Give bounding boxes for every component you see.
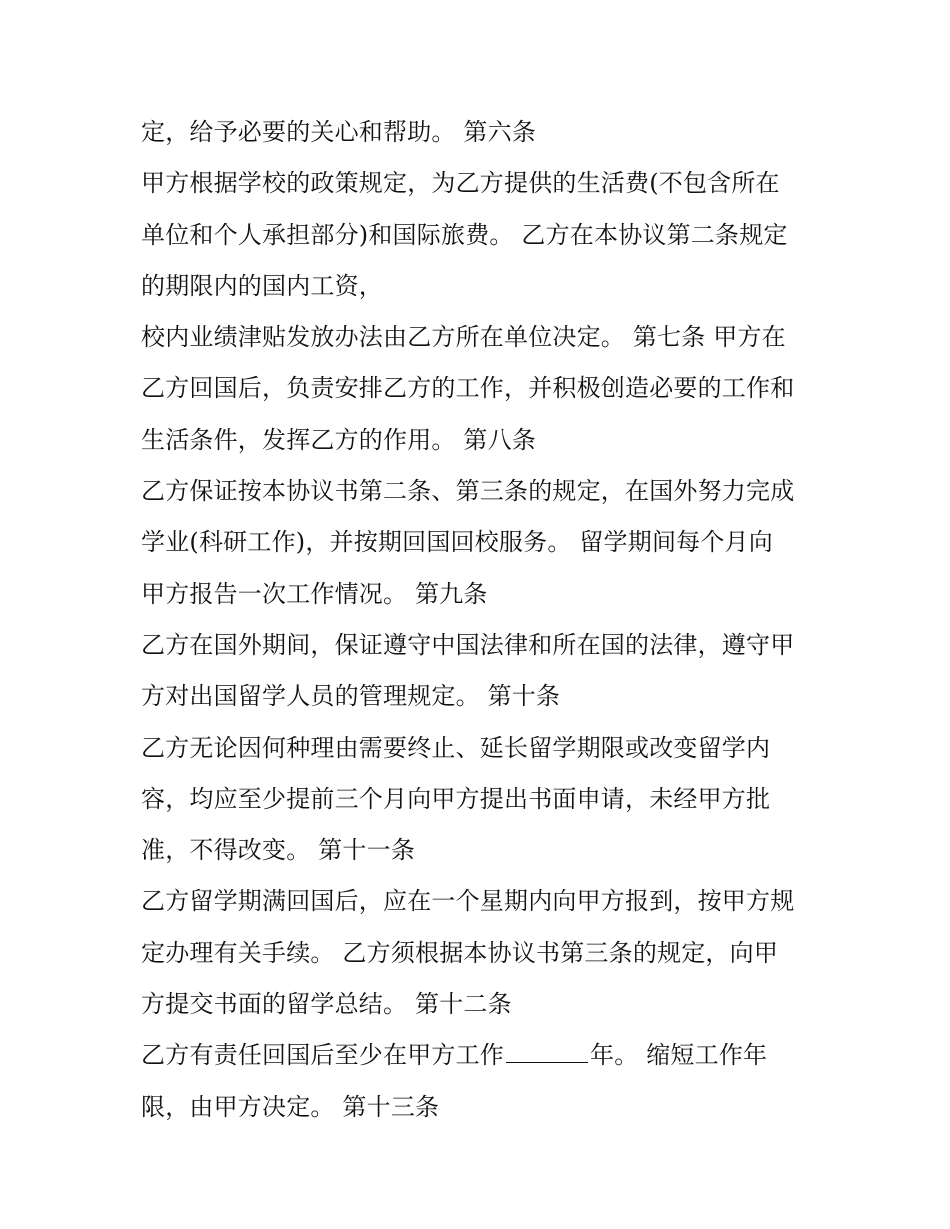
text-line: 容，均应至少提前三个月向甲方提出书面申请，未经甲方批 <box>141 784 771 813</box>
text-line: 限，由甲方决定。 第十三条 <box>141 1092 440 1121</box>
text-line: 乙方回国后，负责安排乙方的工作，并积极创造必要的工作和 <box>141 374 795 403</box>
text-line: 单位和个人承担部分)和国际旅费。 乙方在本协议第二条规定 <box>141 220 788 249</box>
text-line: 乙方保证按本协议书第二条、第三条的规定，在国外努力完成 <box>141 477 795 506</box>
text-line: 甲方报告一次工作情况。 第九条 <box>141 579 488 608</box>
text-line: 学业(科研工作)，并按期回国回校服务。 留学期间每个月向 <box>141 528 773 557</box>
fill-in-blank <box>506 1040 588 1063</box>
text-line: 的期限内的国内工资， <box>141 271 383 300</box>
text-line: 准，不得改变。 第十一条 <box>141 836 416 865</box>
text-line: 乙方无论因何种理由需要终止、延长留学期限或改变留学内 <box>141 733 771 762</box>
text-segment: 乙方有责任回国后至少在甲方工作 <box>141 1041 504 1070</box>
text-line: 生活条件，发挥乙方的作用。 第八条 <box>141 425 537 454</box>
text-line: 定，给予必要的关心和帮助。 第六条 <box>141 118 537 146</box>
text-line: 方提交书面的留学总结。 第十二条 <box>141 990 512 1019</box>
text-line: 定办理有关手续。 乙方须根据本协议书第三条的规定，向甲 <box>141 938 779 967</box>
text-line: 校内业绩津贴发放办法由乙方所在单位决定。 第七条 甲方在 <box>141 323 786 352</box>
document-body <box>141 107 841 1133</box>
text-line: 乙方在国外期间，保证遵守中国法律和所在国的法律，遵守甲 <box>141 630 795 659</box>
text-line: 乙方留学期满回国后，应在一个星期内向甲方报到，按甲方规 <box>141 887 795 916</box>
text-line-with-blank <box>141 1030 841 1081</box>
text-line: 甲方根据学校的政策规定，为乙方提供的生活费(不包含所在 <box>141 169 780 198</box>
text-line: 方对出国留学人员的管理规定。 第十条 <box>141 682 561 711</box>
text-segment: 年。 缩短工作年 <box>590 1041 768 1070</box>
